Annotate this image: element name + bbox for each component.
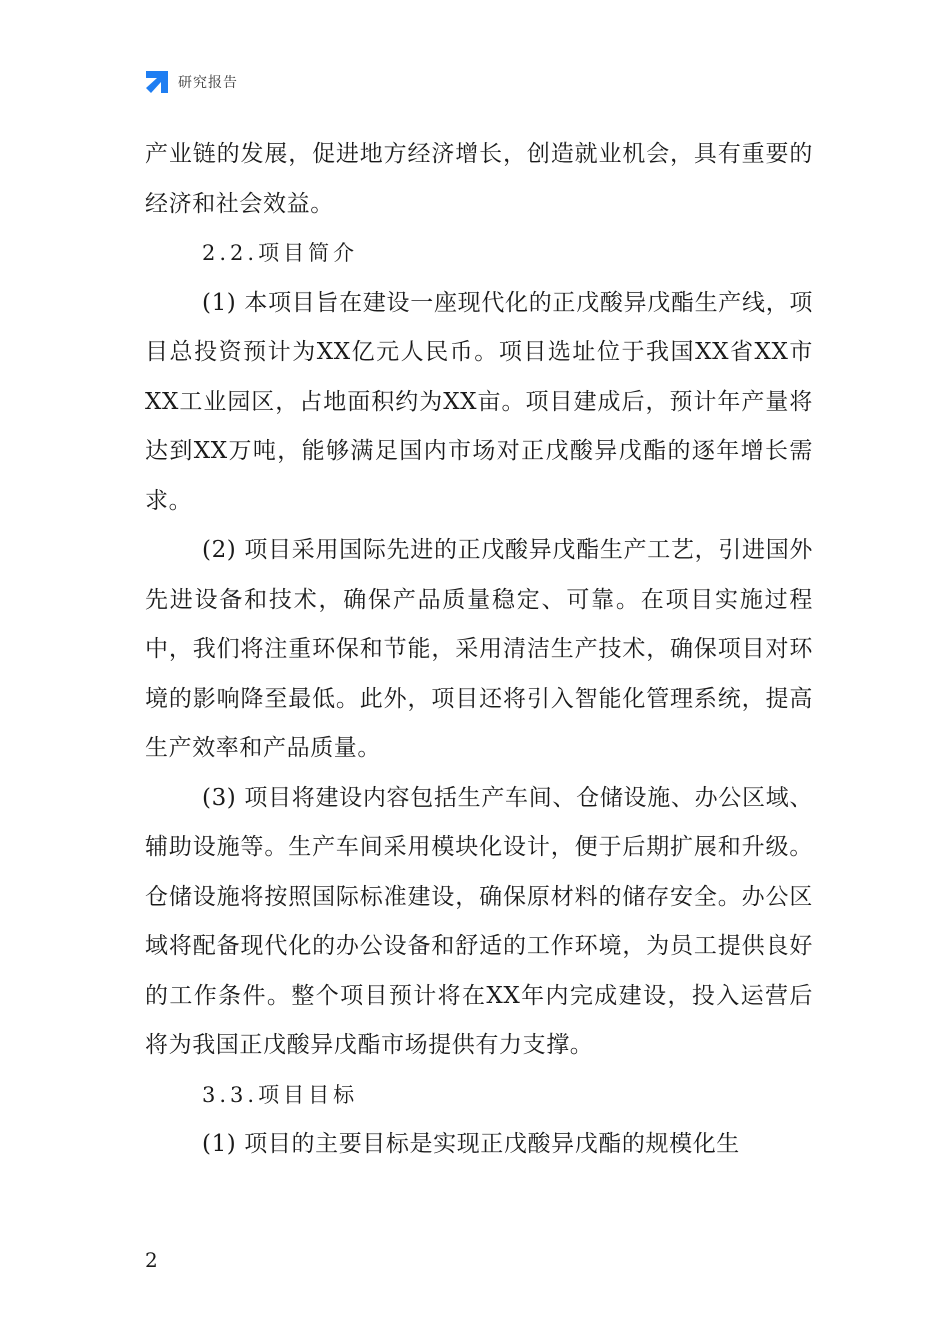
section-heading-project-goals: 3.3.项目目标 [202, 1082, 359, 1107]
paragraph-1: (1) 本项目旨在建设一座现代化的正戊酸异戊酯生产线，项目总投资预计为XX亿元人民币。项目选址位于我国XX省XX市XX工业园区，占地面积约为XX亩。项目建成后，预计年产量将达到XX万吨，能够满足国内市场对正戊酸异戊酯的逐年增长需求。 [145, 289, 813, 514]
page-header [144, 68, 238, 96]
paragraph-2: (2) 项目采用国际先进的正戊酸异戊酯生产工艺，引进国外先进设备和技术，确保产品质量稳定、可靠。在项目实施过程中，我们将注重环保和节能，采用清洁生产技术，确保项目对环境的影响降至最低。此外，项目还将引入智能化管理系统，提高生产效率和产品质量。 [145, 537, 813, 761]
arrow-up-right-icon [144, 69, 170, 95]
page-number: 2 [145, 1248, 158, 1272]
paragraph-4: (1) 项目的主要目标是实现正戊酸异戊酯的规模化生 [202, 1131, 740, 1157]
header-label: 研究报告 [178, 75, 238, 91]
document-body [145, 130, 813, 1170]
paragraph-3: (3) 项目将建设内容包括生产车间、仓储设施、办公区域、辅助设施等。生产车间采用模块化设计，便于后期扩展和升级。仓储设施将按照国际标准建设，确保原材料的储存安全。办公区域将配备现代化的办公设备和舒适的工作环境，为员工提供良好的工作条件。整个项目预计将在XX年内完成建设，投入运营后将为我国正戊酸异戊酯市场提供有力支撑。 [145, 784, 813, 1058]
section-heading-project-overview: 2.2.项目简介 [202, 241, 359, 265]
paragraph-intro: 产业链的发展，促进地方经济增长，创造就业机会，具有重要的经济和社会效益。 [145, 141, 813, 217]
